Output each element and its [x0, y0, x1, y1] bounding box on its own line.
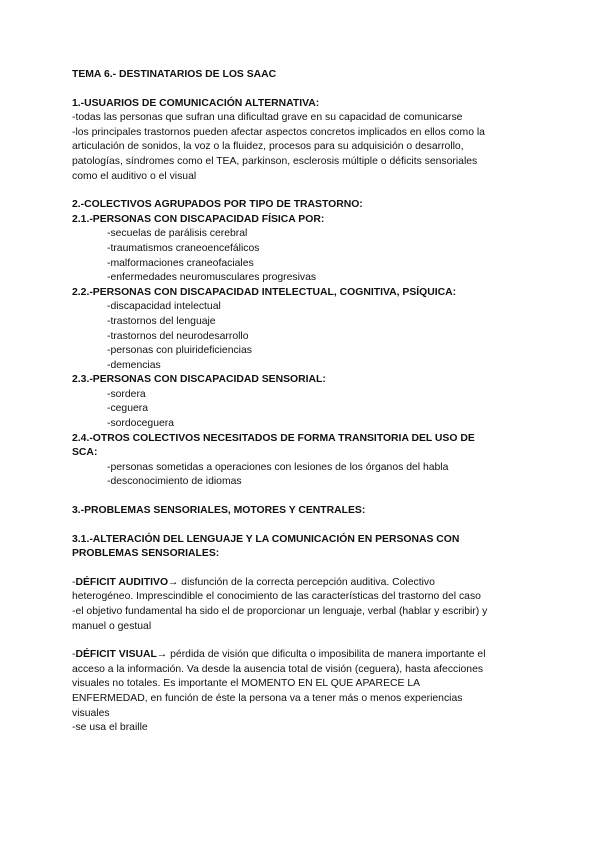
deficit-auditivo-text: disfunción de la correcta percepción auditiva. Colectivo: [178, 576, 435, 588]
list-item: -personas sometidas a operaciones con lesiones de los órganos del habla: [107, 461, 449, 473]
subsection-2-2-heading: 2.2.-PERSONAS CON DISCAPACIDAD INTELECTUAL, COGNITIVA, PSÍQUICA:: [72, 286, 457, 298]
section-1-line: patologías, síndromes como el TEA, parkinson, esclerosis múltiple o déficits sensoriales: [72, 155, 478, 167]
list-item: -malformaciones craneofaciales: [107, 257, 254, 269]
right-arrow-icon: →: [168, 576, 179, 588]
deficit-visual-text: pérdida de visión que dificulta o imposibilita de manera importante el: [167, 649, 486, 661]
list-item: -secuelas de parálisis cerebral: [107, 228, 248, 240]
section-1-heading: 1.-USUARIOS DE COMUNICACIÓN ALTERNATIVA:: [72, 97, 320, 109]
deficit-auditivo-line: -el objetivo fundamental ha sido el de proporcionar un lenguaje, verbal (hablar y escribir) y: [72, 606, 488, 617]
section-1-line: como el auditivo o el visual: [72, 170, 197, 182]
subsection-2-2-list: [72, 300, 522, 373]
deficit-visual-line: visuales no totales. Es importante el MOMENTO EN EL QUE APARECE LA: [72, 678, 421, 690]
subsection-2-3-list: [72, 388, 522, 432]
deficit-auditivo-line: manuel o gestual: [72, 620, 152, 632]
list-item: -desconocimiento de idiomas: [107, 476, 242, 488]
deficit-auditivo-label: DÉFICIT AUDITIVO: [75, 576, 169, 588]
list-item: -trastornos del neurodesarrollo: [107, 330, 249, 342]
deficit-visual-line: visuales: [72, 707, 110, 719]
subsection-2-4-list: [72, 461, 522, 490]
deficit-visual-line: -se usa el braille: [72, 722, 148, 734]
deficit-visual-line: acceso a la información. Va desde la ausencia total de visión (ceguera), hasta afecciones: [72, 663, 484, 675]
deficit-visual-label: DÉFICIT VISUAL: [75, 649, 157, 661]
list-item: -personas con pluirideficiencias: [107, 345, 252, 357]
section-2-heading: 2.-COLECTIVOS AGRUPADOS POR TIPO DE TRASTORNO:: [72, 199, 363, 211]
deficit-prefix: -: [72, 576, 76, 588]
deficit-auditivo-paragraph: [72, 576, 522, 591]
list-item: -traumatismos craneoencefálicos: [107, 242, 260, 254]
section-3-heading: 3.-PROBLEMAS SENSORIALES, MOTORES Y CENTRALES:: [72, 505, 366, 517]
deficit-prefix: -: [72, 649, 76, 661]
list-item: -sordera: [107, 388, 146, 400]
section-1-line: -todas las personas que sufran una dificultad grave en su capacidad de comunicarse: [72, 112, 463, 124]
subsection-2-1-list: [72, 227, 522, 285]
subsection-2-4-heading-cont: SCA:: [72, 447, 98, 459]
document-body: [72, 68, 522, 736]
deficit-visual-paragraph: [72, 648, 522, 663]
subsection-3-1-heading-cont: PROBLEMAS SENSORIALES:: [72, 548, 220, 560]
right-arrow-icon: →: [156, 649, 168, 661]
deficit-auditivo-line: heterogéneo. Imprescindible el conocimiento de las características del trastorno del caso: [72, 591, 481, 603]
list-item: -ceguera: [107, 403, 149, 415]
subsection-2-4-heading: 2.4.-OTROS COLECTIVOS NECESITADOS DE FORMA TRANSITORIA DEL USO DE: [72, 432, 475, 444]
list-item: -enfermedades neuromusculares progresivas: [107, 272, 317, 284]
subsection-3-1-heading: 3.1.-ALTERACIÓN DEL LENGUAJE Y LA COMUNICACIÓN EN PERSONAS CON: [72, 533, 460, 545]
list-item: -discapacidad intelectual: [107, 301, 221, 313]
subsection-2-3-heading: 2.3.-PERSONAS CON DISCAPACIDAD SENSORIAL:: [72, 374, 326, 386]
list-item: -demencias: [107, 359, 161, 371]
deficit-visual-line: ENFERMEDAD, en función de éste la persona va a tener más o menos experiencias: [72, 692, 463, 704]
list-item: -sordoceguera: [107, 418, 175, 430]
document-title: TEMA 6.- DESTINATARIOS DE LOS SAAC: [72, 69, 277, 80]
subsection-2-1-heading: 2.1.-PERSONAS CON DISCAPACIDAD FÍSICA POR:: [72, 213, 325, 225]
list-item: -trastornos del lenguaje: [107, 315, 216, 327]
section-1-line: articulación de sonidos, la voz o la fluidez, procesos para su adquisición o desarrollo,: [72, 141, 464, 153]
section-1-line: -los principales trastornos pueden afectar aspectos concretos implicados en ellos como la: [72, 126, 485, 138]
